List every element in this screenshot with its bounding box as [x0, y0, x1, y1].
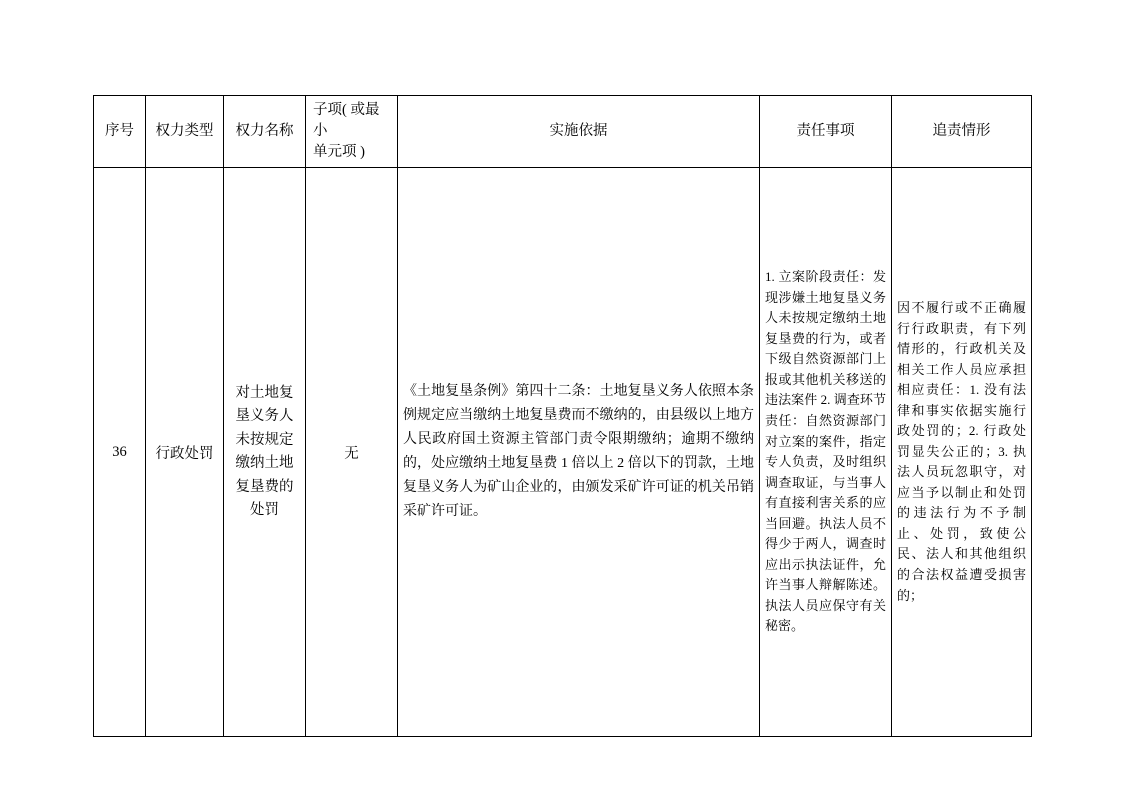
- header-subitem-line2: 单元项 ): [313, 144, 365, 161]
- header-cell-subitem: [306, 96, 398, 168]
- table-header-row: [94, 96, 1032, 168]
- cell-implementation-basis: 《土地复垦条例》第四十二条：土地复垦义务人依照本条例规定应当缴纳土地复垦费而不缴纳的，由县级以上地方人民政府国土资源主管部门责令限期缴纳；逾期不缴纳的，处应缴纳土地复垦费 1 倍以上 2 倍以下的罚款，土地复垦义务人为矿山企业的，由颁发采矿许可证的机关吊销采矿许可证。: [398, 168, 760, 737]
- header-cell-index: 序号: [94, 96, 146, 168]
- header-cell-basis: 实施依据: [398, 96, 760, 168]
- cell-duty-items: 1. 立案阶段责任：发现涉嫌土地复垦义务人未按规定缴纳土地复垦费的行为，或者下级自然资源部门上报或其他机关移送的违法案件 2. 调查环节责任：自然资源部门对立案的案件，指定专人负责，及时组织调查取证，与当事人有直接利害关系的应当回避。执法人员不得少于两人，调查时应出示执法证件，允许当事人辩解陈述。执法人员应保守有关秘密。: [760, 168, 892, 737]
- header-cell-power-type: 权力类型: [146, 96, 224, 168]
- cell-index: 36: [94, 168, 146, 737]
- header-cell-power-name: 权力名称: [224, 96, 306, 168]
- power-list-table-wrapper: [93, 95, 1031, 737]
- power-list-table: [93, 95, 1032, 737]
- cell-power-name: 对土地复垦义务人未按规定缴纳土地复垦费的处罚: [224, 168, 306, 737]
- header-subitem-line1: 子项( 或最小: [313, 102, 380, 140]
- cell-power-type: 行政处罚: [146, 168, 224, 737]
- cell-accountability-circumstances: 因不履行或不正确履行行政职责，有下列情形的，行政机关及相关工作人员应承担相应责任：1. 没有法律和事实依据实施行政处罚的；2. 行政处罚显失公正的；3. 执法人员玩忽职守，对应当予以制止和处罚的违法行为不予制止、处罚，致使公民、法人和其他组织的合法权益遭受损害的；: [892, 168, 1032, 737]
- table-header: [94, 96, 1032, 168]
- table-row: [94, 168, 1032, 737]
- cell-subitem: 无: [306, 168, 398, 737]
- header-cell-accountability: 追责情形: [892, 96, 1032, 168]
- header-cell-duty: 责任事项: [760, 96, 892, 168]
- table-body: [94, 168, 1032, 737]
